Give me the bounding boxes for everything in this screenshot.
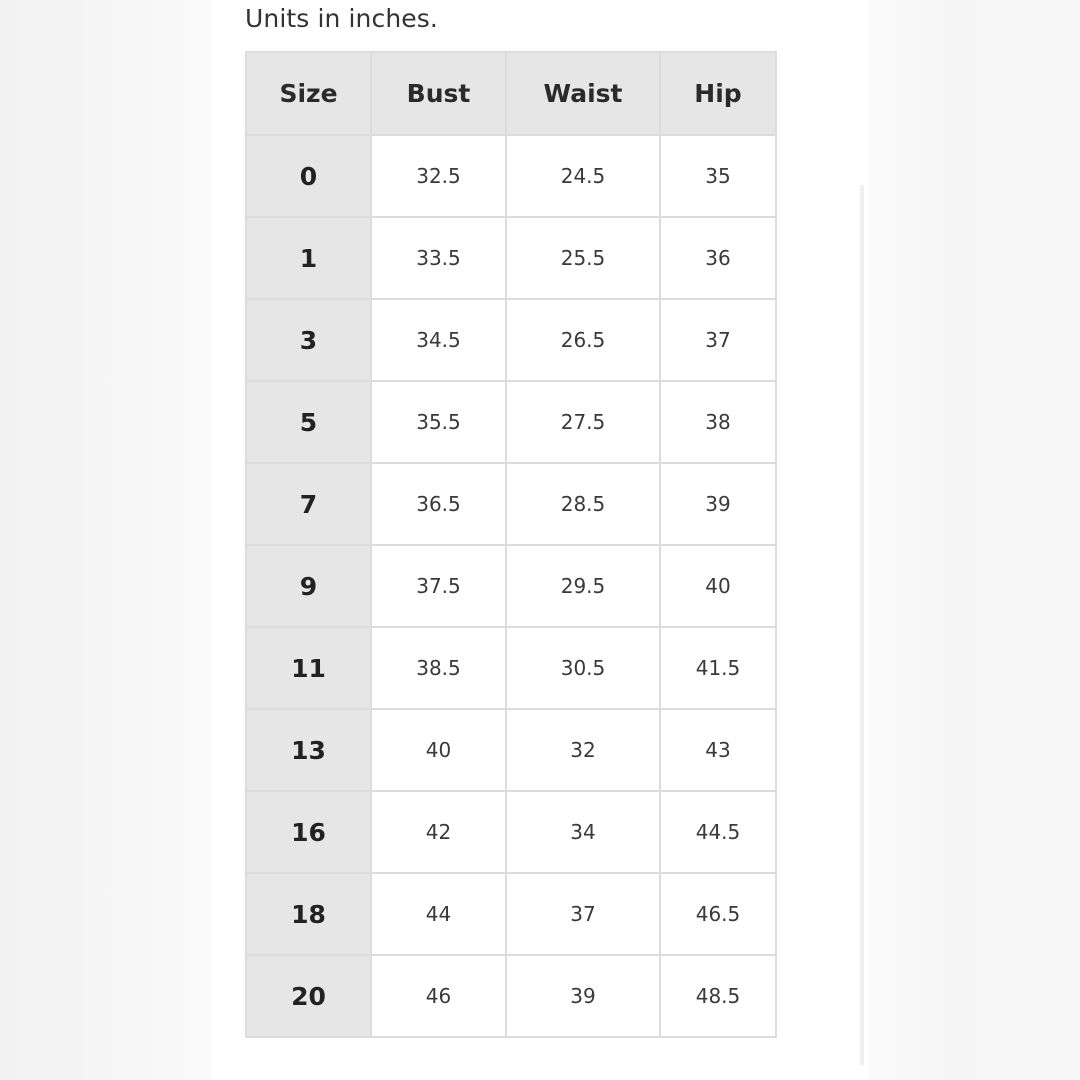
size-cell: 18 bbox=[246, 873, 371, 955]
hip-cell: 38 bbox=[660, 381, 776, 463]
size-cell: 13 bbox=[246, 709, 371, 791]
background-right bbox=[868, 0, 1080, 1080]
table-row bbox=[246, 381, 776, 463]
table-row bbox=[246, 545, 776, 627]
waist-cell: 26.5 bbox=[506, 299, 660, 381]
size-chart-table bbox=[245, 51, 777, 1038]
size-cell: 20 bbox=[246, 955, 371, 1037]
bust-cell: 38.5 bbox=[371, 627, 506, 709]
background-left bbox=[0, 0, 212, 1080]
table-row bbox=[246, 791, 776, 873]
size-cell: 5 bbox=[246, 381, 371, 463]
waist-cell: 39 bbox=[506, 955, 660, 1037]
header-size: Size bbox=[246, 52, 371, 135]
bust-cell: 42 bbox=[371, 791, 506, 873]
table-row bbox=[246, 709, 776, 791]
size-cell: 1 bbox=[246, 217, 371, 299]
header-waist: Waist bbox=[506, 52, 660, 135]
bust-cell: 34.5 bbox=[371, 299, 506, 381]
table-row bbox=[246, 135, 776, 217]
hip-cell: 46.5 bbox=[660, 873, 776, 955]
waist-cell: 29.5 bbox=[506, 545, 660, 627]
bust-cell: 35.5 bbox=[371, 381, 506, 463]
size-cell: 9 bbox=[246, 545, 371, 627]
hip-cell: 40 bbox=[660, 545, 776, 627]
hip-cell: 37 bbox=[660, 299, 776, 381]
bust-cell: 33.5 bbox=[371, 217, 506, 299]
header-hip: Hip bbox=[660, 52, 776, 135]
bust-cell: 37.5 bbox=[371, 545, 506, 627]
scroll-track bbox=[860, 185, 864, 1065]
waist-cell: 34 bbox=[506, 791, 660, 873]
table-row bbox=[246, 873, 776, 955]
hip-cell: 35 bbox=[660, 135, 776, 217]
hip-cell: 44.5 bbox=[660, 791, 776, 873]
bust-cell: 32.5 bbox=[371, 135, 506, 217]
size-cell: 0 bbox=[246, 135, 371, 217]
bust-cell: 44 bbox=[371, 873, 506, 955]
waist-cell: 25.5 bbox=[506, 217, 660, 299]
hip-cell: 48.5 bbox=[660, 955, 776, 1037]
table-row bbox=[246, 299, 776, 381]
bust-cell: 36.5 bbox=[371, 463, 506, 545]
waist-cell: 30.5 bbox=[506, 627, 660, 709]
size-cell: 3 bbox=[246, 299, 371, 381]
size-cell: 11 bbox=[246, 627, 371, 709]
waist-cell: 27.5 bbox=[506, 381, 660, 463]
table-body bbox=[246, 135, 776, 1037]
hip-cell: 36 bbox=[660, 217, 776, 299]
waist-cell: 28.5 bbox=[506, 463, 660, 545]
size-cell: 7 bbox=[246, 463, 371, 545]
waist-cell: 32 bbox=[506, 709, 660, 791]
hip-cell: 39 bbox=[660, 463, 776, 545]
table-row bbox=[246, 217, 776, 299]
table-header bbox=[246, 52, 776, 135]
table-row bbox=[246, 463, 776, 545]
bust-cell: 40 bbox=[371, 709, 506, 791]
hip-cell: 43 bbox=[660, 709, 776, 791]
units-note: Units in inches. bbox=[245, 4, 438, 33]
size-cell: 16 bbox=[246, 791, 371, 873]
waist-cell: 24.5 bbox=[506, 135, 660, 217]
table-row bbox=[246, 627, 776, 709]
header-bust: Bust bbox=[371, 52, 506, 135]
header-row bbox=[246, 52, 776, 135]
hip-cell: 41.5 bbox=[660, 627, 776, 709]
table-row bbox=[246, 955, 776, 1037]
waist-cell: 37 bbox=[506, 873, 660, 955]
bust-cell: 46 bbox=[371, 955, 506, 1037]
